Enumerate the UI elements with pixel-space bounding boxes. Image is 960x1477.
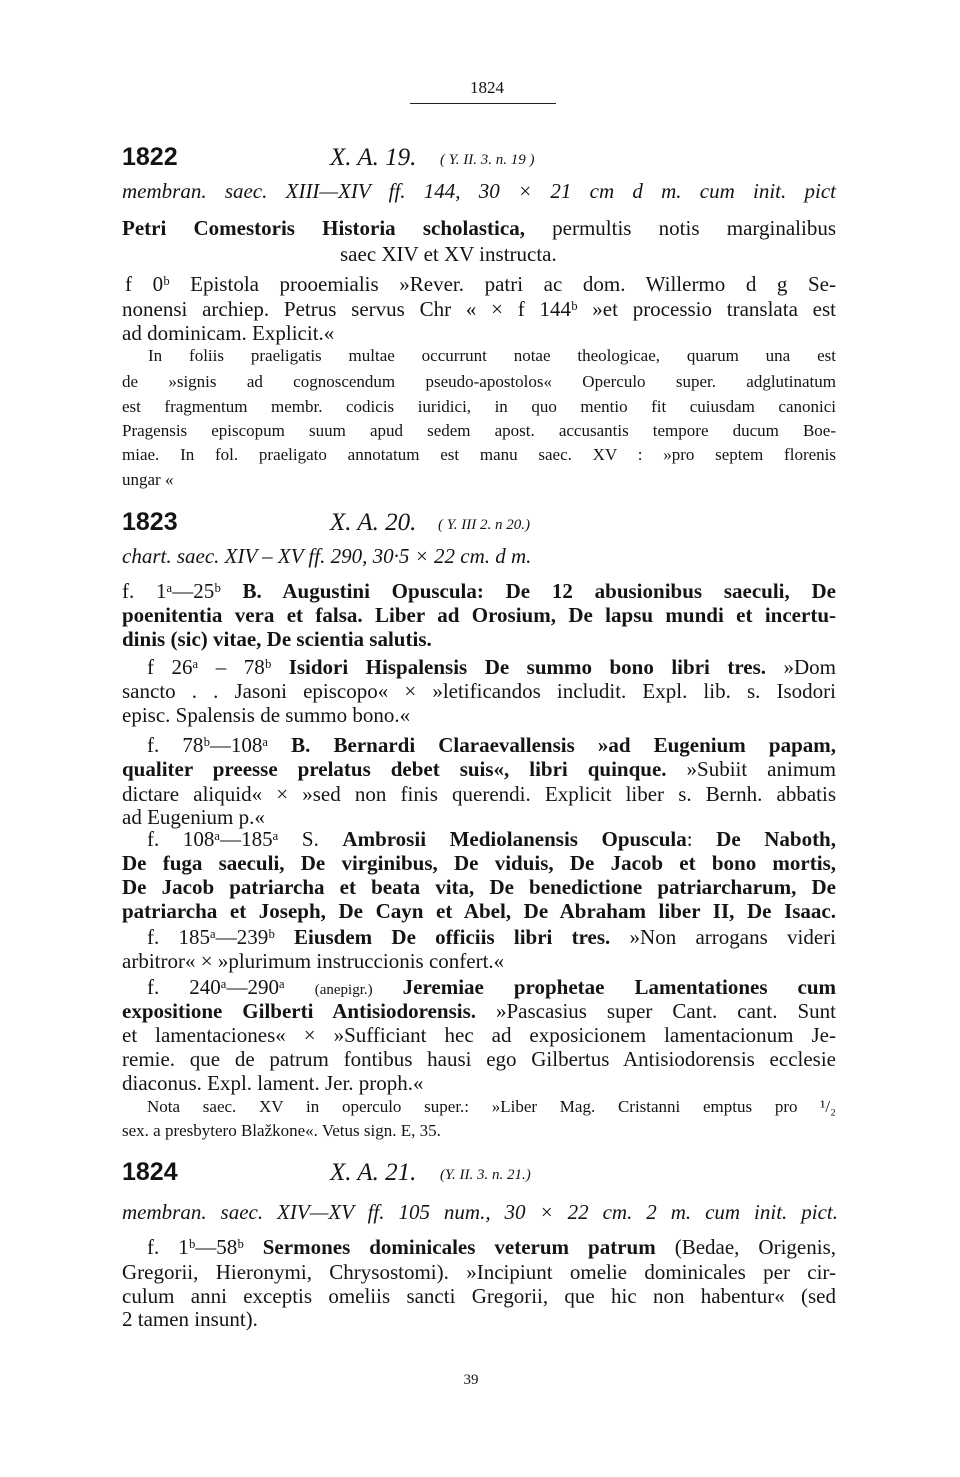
- catalog-line: [122, 999, 836, 1023]
- note-line: Nota saec. XV in operculo super.: »Liber Mag. Cristanni emptus pro ¹/₂: [147, 1097, 836, 1116]
- line-text: dictare aliquid« × »sed non finis querendi. Explicit liber s. Bernh. abbatis: [122, 782, 836, 806]
- line-text: »Non arrogans videri: [610, 925, 836, 949]
- physical-description: chart. saec. XIV – XV ff. 290, 30·5 × 22 cm. d m.: [122, 544, 532, 568]
- work-title: expositione Gilberti Antisiodorensis.: [122, 999, 476, 1023]
- note-line: est fragmentum membr. codicis iuridici, in quo mentio fit cuiusdam canonici: [122, 397, 836, 416]
- entry-number: 1824: [122, 1158, 178, 1186]
- catalog-line: [147, 1235, 836, 1259]
- line-text: ad Eugenium p.«: [122, 805, 265, 829]
- line-text: f 0ᵇ Epistola prooemialis »Rever. patri ac dom. Willermo d g Se-: [125, 272, 836, 296]
- entry-number: 1823: [122, 508, 178, 536]
- line-text: saec XIV et XV instructa.: [340, 242, 557, 266]
- work-title: Eiusdem De officiis libri tres.: [293, 925, 611, 949]
- line-text: »Dom: [766, 655, 836, 679]
- catalog-line: [122, 603, 836, 627]
- work-title: B. Augustini Opuscula: De 12 abusionibus saeculi, De: [242, 579, 836, 603]
- catalog-line: [122, 1260, 836, 1284]
- shelfmark: X. A. 20.: [330, 509, 417, 536]
- shelfmark: X. A. 19.: [330, 144, 417, 171]
- line-text: :: [686, 827, 717, 851]
- folio-range: f 26ᵃ – 78ᵇ: [147, 655, 289, 679]
- work-title: Ambrosii Mediolanensis Opuscula: [342, 827, 687, 851]
- line-text: 2 tamen insunt).: [122, 1307, 258, 1331]
- old-shelfmark: (Y. II. 3. n. 21.): [440, 1167, 531, 1183]
- page-number: 39: [463, 1372, 479, 1388]
- line-text: culum anni exceptis omeliis sancti Gregorii, que hic non habentur« (sed: [122, 1284, 836, 1308]
- folio-range: f. 1ᵃ—25ᵇ: [122, 579, 243, 603]
- running-header: 1824: [470, 78, 504, 97]
- catalog-line: [122, 875, 836, 899]
- line-text: episc. Spalensis de summo bono.«: [122, 703, 411, 727]
- line-text: remie. que de patrum fontibus hausi ego Gilbertus Antisiodorensis ecclesie: [122, 1047, 836, 1071]
- note-line: sex. a presbytero Blažkone«. Vetus sign. E, 35.: [122, 1121, 441, 1140]
- catalog-line: [122, 757, 836, 781]
- catalog-line: [147, 655, 836, 679]
- catalog-line: [122, 297, 836, 321]
- line-text: nonensi archiep. Petrus servus Chr « × f 144ᵇ »et processio translata est: [122, 297, 836, 321]
- catalog-line: [122, 899, 836, 923]
- catalog-line: [147, 925, 836, 949]
- catalog-line: [147, 975, 836, 1002]
- note-line: miae. In fol. praeligato annotatum est manu saec. XV : »pro septem florenis: [122, 445, 836, 464]
- folio-range: f. 240ᵃ—290ᵃ: [147, 975, 315, 999]
- line-text: arbitror« × »plurimum instruccionis confert.«: [122, 949, 505, 973]
- work-title: qualiter preesse prelatus debet suis«, libri quinque.: [122, 757, 667, 781]
- line-text: ad dominicam. Explicit.«: [122, 321, 335, 345]
- folio-range: f. 1ᵇ—58ᵇ: [147, 1235, 263, 1259]
- line-text: diaconus. Expl. lament. Jer. proph.«: [122, 1071, 424, 1095]
- note-line: Pragensis episcopum suum apud sedem apost. accusantis tempore ducum Boe-: [122, 421, 836, 440]
- work-title: Jeremiae prophetae Lamentationes cum: [372, 975, 836, 999]
- work-title: Sermones dominicales veterum patrum: [262, 1235, 656, 1259]
- work-title: Isidori Hispalensis De summo bono libri tres.: [288, 655, 767, 679]
- line-text: et lamentaciones« × »Sufficiant hec ad exposicionem lamentacionum Je-: [122, 1023, 836, 1047]
- work-title: Petri Comestoris Historia scholastica,: [122, 216, 525, 240]
- work-title: De Jacob patriarcha et beata vita, De benedictione patriarcharum, De: [122, 875, 836, 899]
- work-title: dinis (sic) vitae, De scientia salutis.: [122, 627, 432, 651]
- catalog-line: [125, 272, 836, 296]
- catalog-line: [122, 1307, 258, 1331]
- catalog-line: [122, 216, 836, 240]
- folio-range: f. 108ᵃ—185ᵃ S.: [147, 827, 343, 851]
- folio-range: f. 78ᵇ—108ᵃ: [147, 733, 292, 757]
- catalog-line: [122, 782, 836, 806]
- catalog-line: [122, 1047, 836, 1071]
- catalog-line: [147, 827, 836, 851]
- old-shelfmark: ( Y. III 2. n 20.): [438, 517, 530, 533]
- work-title: De Naboth,: [716, 827, 836, 851]
- catalog-line: [122, 851, 836, 875]
- line-text: Gregorii, Hieronymi, Chrysostomi). »Incipiunt omelie dominicales per cir-: [122, 1260, 836, 1284]
- catalog-line: [122, 1284, 836, 1308]
- work-title: poenitentia vera et falsa. Liber ad Orosium, De lapsu mundi et incertu-: [122, 603, 836, 627]
- catalog-line: [122, 1071, 424, 1095]
- catalog-line: [147, 733, 836, 757]
- physical-description: membran. saec. XIII—XIV ff. 144, 30 × 21 cm d m. cum init. pict: [122, 179, 836, 203]
- catalog-line: [340, 242, 557, 266]
- work-title: B. Bernardi Claraevallensis »ad Eugenium papam,: [291, 733, 836, 757]
- line-text: (Bedae, Origenis,: [655, 1235, 836, 1259]
- work-title: patriarcha et Joseph, De Cayn et Abel, De Abraham liber II, De Isaac.: [122, 899, 836, 923]
- catalog-line: [122, 949, 504, 973]
- catalog-line: [122, 679, 836, 703]
- catalog-line: [122, 805, 265, 829]
- entry-number: 1822: [122, 143, 178, 171]
- note-line: In foliis praeligatis multae occurrunt notae theologicae, quarum una est: [148, 346, 836, 365]
- line-text: »Pascasius super Cant. cant. Sunt: [476, 999, 836, 1023]
- anepigraphic-note: (anepigr.): [314, 982, 373, 998]
- old-shelfmark: ( Y. II. 3. n. 19 ): [440, 152, 535, 168]
- catalog-line: [122, 321, 334, 345]
- physical-description: membran. saec. XIV—XV ff. 105 num., 30 × 22 cm. 2 m. cum init. pict.: [122, 1200, 838, 1224]
- line-text: permultis notis marginalibus: [524, 216, 836, 240]
- shelfmark: X. A. 21.: [330, 1159, 417, 1186]
- folio-range: f. 185ᵃ—239ᵇ: [147, 925, 294, 949]
- line-text: sancto . . Jasoni episcopo« × »letificandos includit. Expl. lib. s. Isodori: [122, 679, 836, 703]
- catalog-line: [122, 703, 410, 727]
- note-line: ungar «: [122, 470, 174, 489]
- work-title: De fuga saeculi, De virginibus, De viduis, De Jacob et bono mortis,: [122, 851, 836, 875]
- header-rule: [410, 103, 556, 104]
- line-text: »Subiit animum: [666, 757, 836, 781]
- note-line: de »signis ad cognoscendum pseudo-apostolos« Operculo super. adglutinatum: [122, 372, 836, 391]
- catalog-line: [122, 579, 836, 603]
- catalog-line: [122, 627, 432, 651]
- catalog-line: [122, 1023, 836, 1047]
